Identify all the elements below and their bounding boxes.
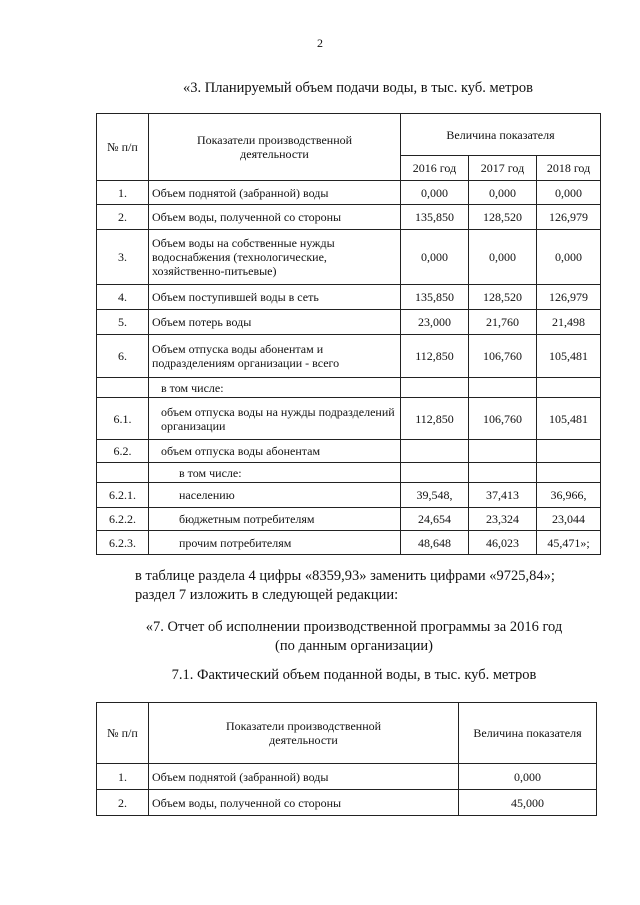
- row-value-2016: 135,850: [401, 205, 469, 230]
- row-num: 6.2.2.: [97, 508, 149, 531]
- amendment-text-line-1: в таблице раздела 4 цифры «8359,93» заменить цифрами «9725,84»;: [135, 568, 555, 584]
- table-row: [97, 230, 601, 285]
- page-number: 2: [317, 36, 323, 50]
- row-num: 3.: [97, 230, 149, 285]
- table-row: [97, 790, 597, 816]
- row-value-2016: 112,850: [401, 335, 469, 378]
- row-value-2016: 23,000: [401, 310, 469, 335]
- row-num: 6.2.: [97, 440, 149, 463]
- header-year-2016: 2016 год: [401, 156, 469, 181]
- row-name: Объем поступившей воды в сеть: [149, 285, 401, 310]
- row-value-2017: 0,000: [469, 181, 537, 205]
- row-num: 6.2.3.: [97, 531, 149, 555]
- row-value-2016: 0,000: [401, 230, 469, 285]
- row-name: Объем поднятой (забранной) воды: [149, 764, 459, 790]
- row-value-2018: 23,044: [537, 508, 601, 531]
- row-value-2016: 0,000: [401, 181, 469, 205]
- row-value-2018: [537, 463, 601, 483]
- row-name: в том числе:: [149, 463, 401, 483]
- row-value-2017: 21,760: [469, 310, 537, 335]
- table-row: [97, 205, 601, 230]
- table-row: [97, 398, 601, 440]
- row-num: [97, 463, 149, 483]
- planned-water-table: [96, 113, 601, 555]
- header-year-2017: 2017 год: [469, 156, 537, 181]
- row-num: 2.: [97, 205, 149, 230]
- row-name: объем отпуска воды абонентам: [149, 440, 401, 463]
- row-name: Объем воды, полученной со стороны: [149, 205, 401, 230]
- row-value-2016: 48,648: [401, 531, 469, 555]
- row-num: [97, 378, 149, 398]
- row-num: 1.: [97, 181, 149, 205]
- table-row: [97, 285, 601, 310]
- amendment-text-line-2: раздел 7 изложить в следующей редакции:: [135, 587, 399, 603]
- row-name: прочим потребителям: [149, 531, 401, 555]
- section-7-subtitle: (по данным организации): [274, 638, 433, 654]
- row-value-2017: [469, 378, 537, 398]
- section-7-title: «7. Отчет об исполнении производственной программы за 2016 год: [145, 619, 563, 635]
- row-value-2016: 112,850: [401, 398, 469, 440]
- row-name: Объем воды, полученной со стороны: [149, 790, 459, 816]
- row-value: 45,000: [459, 790, 597, 816]
- row-num: 5.: [97, 310, 149, 335]
- table-row: [97, 440, 601, 463]
- row-value-2018: 36,966,: [537, 483, 601, 508]
- row-name: Объем потерь воды: [149, 310, 401, 335]
- table-row: [97, 310, 601, 335]
- row-value-2017: 37,413: [469, 483, 537, 508]
- row-name: объем отпуска воды на нужды подразделений организации: [149, 398, 401, 440]
- row-value-2018: 126,979: [537, 285, 601, 310]
- row-value-2018: 105,481: [537, 335, 601, 378]
- row-value-2017: [469, 463, 537, 483]
- row-value-2018: 45,471»;: [537, 531, 601, 555]
- table-row: [97, 483, 601, 508]
- row-value-2018: 21,498: [537, 310, 601, 335]
- table-row: [97, 531, 601, 555]
- table-header-row: [97, 114, 601, 156]
- row-num: 6.2.1.: [97, 483, 149, 508]
- row-name: населению: [149, 483, 401, 508]
- table-row: [97, 463, 601, 483]
- row-num: 6.: [97, 335, 149, 378]
- row-value-2017: [469, 440, 537, 463]
- section-7-1-title: 7.1. Фактический объем поданной воды, в тыс. куб. метров: [171, 667, 537, 683]
- row-value-2017: 106,760: [469, 335, 537, 378]
- row-value-2016: [401, 440, 469, 463]
- header-num: № п/п: [97, 114, 149, 181]
- header-year-2018: 2018 год: [537, 156, 601, 181]
- row-name: в том числе:: [149, 378, 401, 398]
- header-value: Величина показателя: [401, 114, 601, 156]
- row-value-2016: 39,548,: [401, 483, 469, 508]
- row-value-2016: 135,850: [401, 285, 469, 310]
- row-num: 1.: [97, 764, 149, 790]
- row-value-2017: 23,324: [469, 508, 537, 531]
- row-name: бюджетным потребителям: [149, 508, 401, 531]
- row-value-2018: 0,000: [537, 181, 601, 205]
- row-num: 6.1.: [97, 398, 149, 440]
- row-value-2017: 46,023: [469, 531, 537, 555]
- row-value: 0,000: [459, 764, 597, 790]
- table-row: [97, 181, 601, 205]
- header-num: № п/п: [97, 703, 149, 764]
- row-value-2016: [401, 378, 469, 398]
- row-num: 4.: [97, 285, 149, 310]
- row-value-2018: [537, 440, 601, 463]
- table-row: [97, 335, 601, 378]
- row-name: Объем поднятой (забранной) воды: [149, 181, 401, 205]
- row-value-2018: 105,481: [537, 398, 601, 440]
- row-value-2017: 128,520: [469, 205, 537, 230]
- header-indicator: Показатели производственной деятельности: [149, 114, 401, 181]
- row-name: Объем воды на собственные нужды водоснабжения (технологические, хозяйственно-питьевые): [149, 230, 401, 285]
- row-value-2018: [537, 378, 601, 398]
- table-header-row: [97, 703, 597, 764]
- header-indicator: Показатели производственной деятельности: [149, 703, 459, 764]
- section-3-title: «3. Планируемый объем подачи воды, в тыс. куб. метров: [183, 80, 533, 96]
- row-value-2017: 106,760: [469, 398, 537, 440]
- row-value-2017: 0,000: [469, 230, 537, 285]
- row-value-2018: 126,979: [537, 205, 601, 230]
- row-value-2017: 128,520: [469, 285, 537, 310]
- table-row: [97, 378, 601, 398]
- row-value-2016: 24,654: [401, 508, 469, 531]
- row-value-2018: 0,000: [537, 230, 601, 285]
- row-value-2016: [401, 463, 469, 483]
- row-num: 2.: [97, 790, 149, 816]
- header-value: Величина показателя: [459, 703, 597, 764]
- row-name: Объем отпуска воды абонентам и подразделениям организации - всего: [149, 335, 401, 378]
- table-row: [97, 508, 601, 531]
- table-row: [97, 764, 597, 790]
- actual-water-table: [96, 702, 597, 816]
